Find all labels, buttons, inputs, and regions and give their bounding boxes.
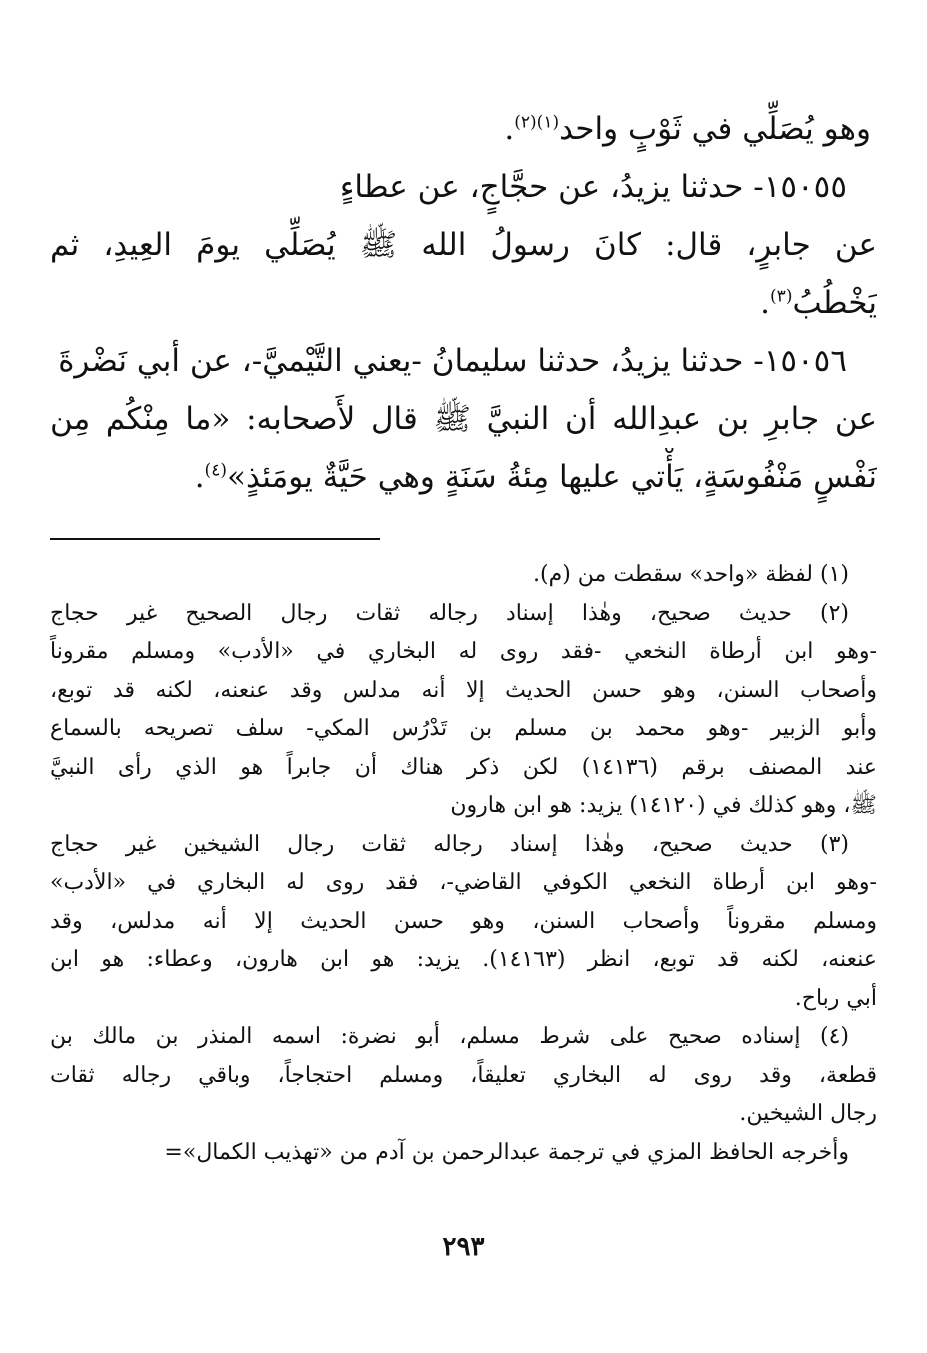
footnote-line: -وهو ابن أرطاة النخعي -فقد روى له البخاري في «الأدب» ومسلم مقروناً <box>50 639 877 664</box>
footnote-ref[interactable]: (٤) <box>204 460 228 481</box>
footnote-line: عند المصنف برقم (١٤١٣٦) لكن ذكر هناك أن جابراً هو الذي رأى النبيَّ <box>50 754 877 780</box>
footnote-1: (١) لفظة «واحد» سقطت من (م). <box>533 562 849 587</box>
footnote-line: (٤) إسناده صحيح على شرط مسلم، أبو نضرة: اسمه المنذر بن مالك بن <box>50 1024 849 1049</box>
footnote-line: عنعنه، لكنه قد توبع، انظر (١٤١٦٣). يزيد: هو ابن هارون، وعطاء: هو ابن <box>50 947 877 972</box>
footnote-line: ﷺ، وهو كذلك في (١٤١٢٠) يزيد: هو ابن هارون <box>450 793 877 818</box>
hadith-text-line <box>50 274 877 332</box>
hadith-text: وهو يُصَلِّي في ثَوْبٍ واحد <box>559 111 871 147</box>
footnote-line: أبي رباح. <box>794 985 877 1011</box>
hadith-15056 <box>50 390 877 506</box>
footnote-line: -وهو ابن أرطاة النخعي الكوفي القاضي-، فقد روى له البخاري في «الأدب» <box>50 870 877 895</box>
footnote-2 <box>50 595 877 826</box>
footnote-line: وأبو الزبير -وهو محمد بن مسلم بن تَدْرُس المكي- سلف تصريحه بالسماع <box>50 716 877 741</box>
page-number: ٢٩٣ <box>442 1232 485 1262</box>
hadith-text: نَفْسٍ مَنْفُوسَةٍ، يَأْتي عليها مِئةُ سَنَةٍ وهي حَيَّةٌ يومَئذٍ» <box>227 459 877 495</box>
hadith-text-line <box>50 448 877 506</box>
hadith-text-line: عن جابرٍ، قال: كانَ رسولُ الله ﷺ يُصَلِّي يومَ العِيدِ، ثم <box>50 227 877 263</box>
footnote-ref[interactable]: (٣) <box>770 286 793 307</box>
footnote-3 <box>50 826 877 1019</box>
hadith-text: يَخْطُبُ <box>792 285 877 321</box>
punctuation: . <box>504 111 515 147</box>
footnote-4 <box>50 1018 877 1134</box>
footnote-divider <box>50 538 380 540</box>
footnote-line: (٣) حديث صحيح، وهٰذا إسناد رجاله ثقات رجال الشيخين غير حجاج <box>50 831 849 857</box>
footnote-continuation: وأخرجه الحافظ المزي في ترجمة عبدالرحمن بن آدم من «تهذيب الكمال»= <box>164 1139 849 1165</box>
hadith-15055 <box>50 216 877 332</box>
footnote-line: ومسلم مقروناً وأصحاب السنن، وهو حسن الحديث إلا أنه مدلس، وقد <box>50 908 877 934</box>
hadith-isnad: ١٥٠٥٦- حدثنا يزيدُ، حدثنا سليمانُ -يعني التَّيْميَّ-، عن أبي نَضْرةَ <box>58 343 847 379</box>
footnote-line: رجال الشيخين. <box>739 1101 877 1126</box>
hadith-isnad: ١٥٠٥٥- حدثنا يزيدُ، عن حجَّاجٍ، عن عطاءٍ <box>339 169 847 205</box>
punctuation: . <box>760 285 771 321</box>
main-text <box>50 100 877 506</box>
punctuation: . <box>194 459 205 495</box>
footnote-line: (٢) حديث صحيح، وهٰذا إسناد رجاله ثقات رجال الصحيح غير حجاج <box>50 600 849 626</box>
footnote-line: وأصحاب السنن، وهو حسن الحديث إلا أنه مدلس وقد عنعنه، لكنه قد توبع، <box>50 677 877 703</box>
hadith-text-line: عن جابرِ بن عبدِالله أن النبيَّ ﷺ قال لأَصحابه: «ما مِنْكُم مِن <box>50 401 877 437</box>
footnote-line: قطعة، وقد روى له البخاري تعليقاً، ومسلم احتجاجاً، وباقي رجاله ثقات <box>50 1062 877 1088</box>
footnotes <box>50 556 877 1172</box>
hadith-text-line <box>50 100 877 158</box>
footnote-ref[interactable]: (١)(٢) <box>514 112 560 133</box>
